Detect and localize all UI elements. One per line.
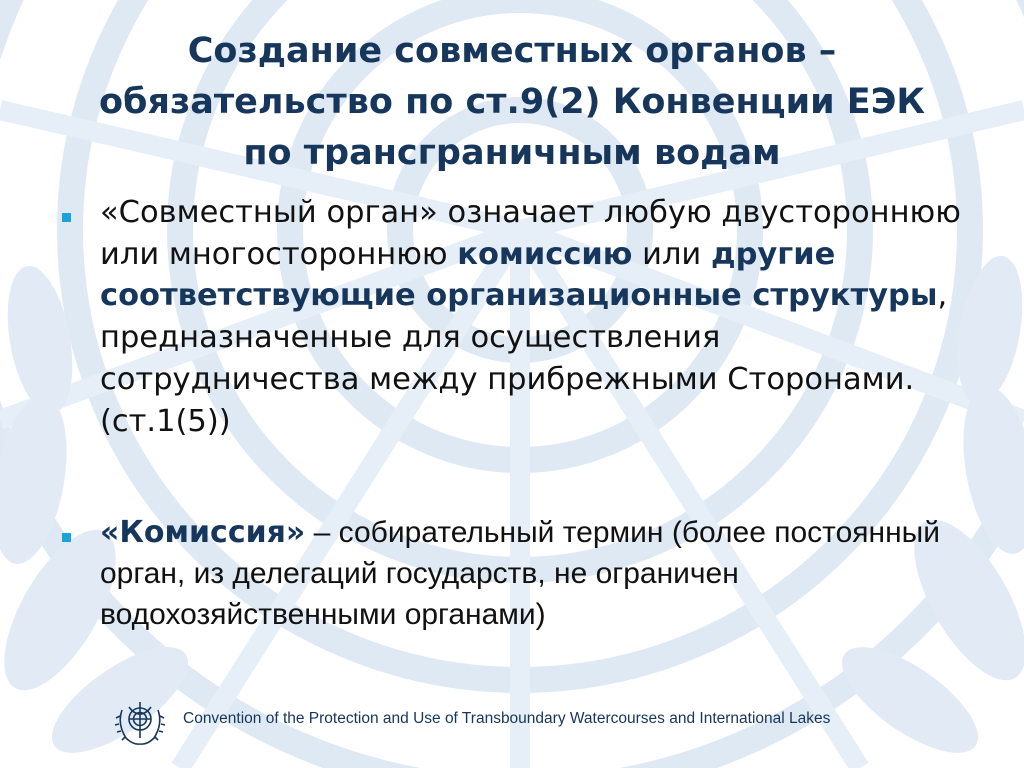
bullet1-bold-commission: комиссию [457,236,633,272]
title-line-2: обязательство по ст.9(2) Конвенции ЕЭК [98,82,926,122]
footer-caption: Convention of the Protection and Use of Transboundary Watercourses and International Lakes [183,710,831,727]
title-line-3: по трансграничным водам [243,133,781,173]
title-line-1: Создание совместных органов – [187,31,837,71]
bullet-text [100,192,980,442]
un-emblem-icon [112,694,168,750]
bullet2-bold-commission: «Комиссия» [100,515,306,550]
bullet-square-icon [62,533,71,542]
slide-title [30,26,994,179]
bullet-square-icon [62,213,71,222]
bullet1-text-part1: «Совместный орган» означает любую двустороннюю или многостороннюю [100,195,961,272]
bullet1-text-part2: или [632,236,711,272]
bullet1-bold-structures: другие соответствующие организационные структуры [100,236,938,314]
bullet-text [100,512,980,635]
bullet2-text: – собирательный термин (более постоянный орган, из делегаций государств, не ограничен водохозяйственными органами) [100,516,940,631]
bullet1-text-part3: , предназначенные для осуществления сотрудничества между прибрежными Сторонами.(ст.1(5)) [100,278,948,439]
